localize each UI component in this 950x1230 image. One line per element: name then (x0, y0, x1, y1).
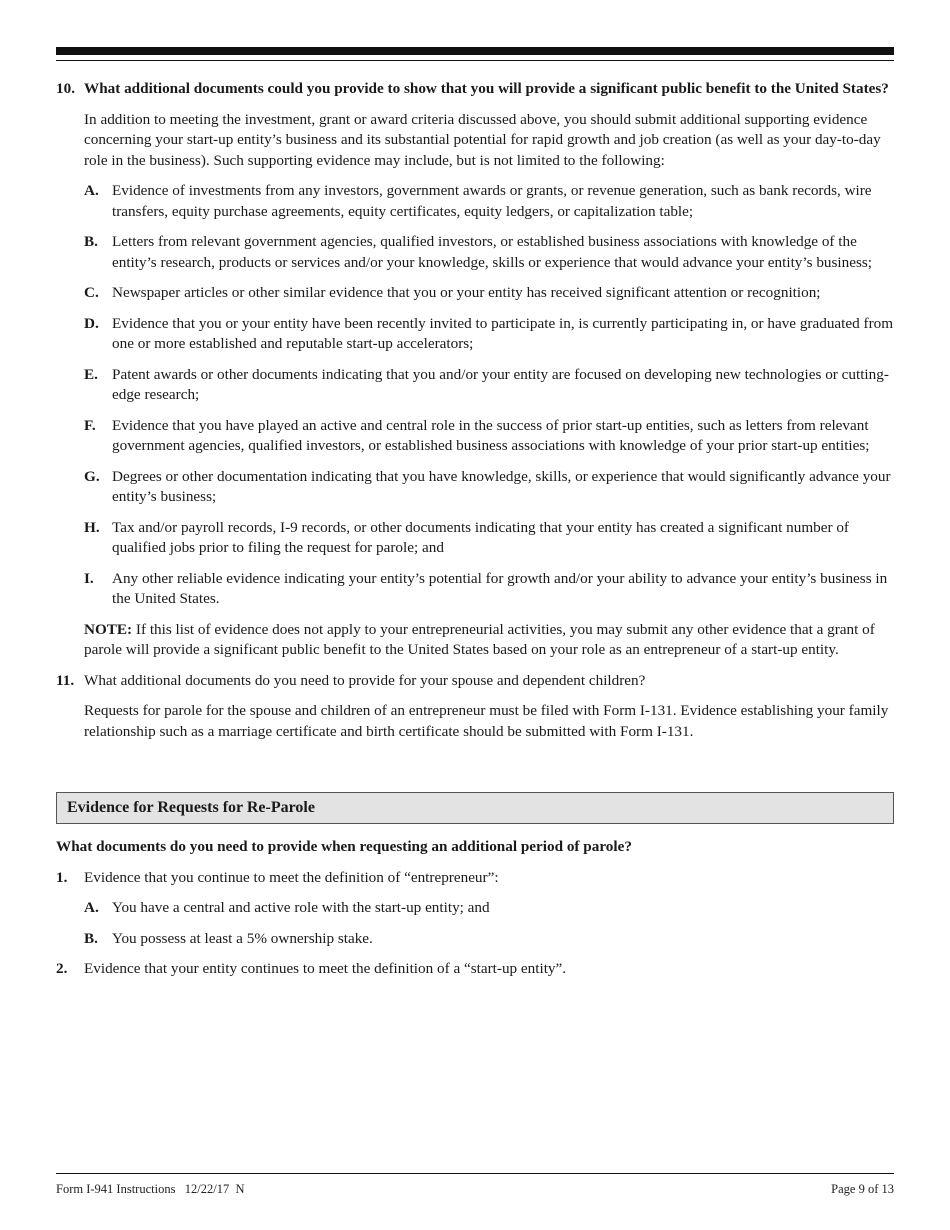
question-10-intro: In addition to meeting the investment, grant or award criteria discussed above, you should submit additional supporting evidence concerning your start-up entity’s business and its substantial potential for rapid growth and job creation (as well as your day-to-day role in the business). Such supporting evidence may include, but is not limited to the following: (84, 110, 881, 169)
footer-page-number: Page 9 of 13 (831, 1182, 894, 1196)
page-content (56, 79, 894, 980)
list-item-text: Any other reliable evidence indicating your entity’s potential for growth and/or your ability to advance your entity’s business in the United States. (112, 569, 888, 607)
re-parole-item-1-text: Evidence that you continue to meet the definition of “entrepreneur”: (84, 868, 499, 886)
list-item-text: Evidence that you or your entity have been recently invited to participate in, is currently participating in, or have graduated from one or more established and reputable start-up accelerators; (112, 314, 894, 352)
list-item-letter: E. (84, 365, 98, 383)
note-label: NOTE: (84, 620, 133, 638)
list-item-text: Patent awards or other documents indicating that you and/or your entity are focused on developing new technologies or cutting-edge research; (112, 365, 889, 403)
footer-rule (56, 1173, 894, 1174)
question-10-title: What additional documents could you provide to show that you will provide a significant public benefit to the United States? (84, 80, 889, 97)
list-item-text: Tax and/or payroll records, I-9 records, or other documents indicating that your entity has created a significant number of qualified jobs prior to filing the request for parole; and (112, 518, 849, 556)
list-item-letter: B. (84, 929, 98, 947)
list-item-letter: F. (84, 416, 96, 434)
list-item-text: Letters from relevant government agencies, qualified investors, or established business associations with knowledge of the entity’s research, products or services and/or your knowledge, skills or experience that would advance your entity’s business; (112, 233, 873, 271)
list-item (84, 232, 894, 273)
list-item-text: Evidence that you have played an active and central role in the success of prior start-up entities, such as letters from relevant government agencies, qualified investors, or established business associations with knowledge of your prior start-up entities; (112, 416, 870, 454)
question-11-body: Requests for parole for the spouse and children of an entrepreneur must be filed with Form I-131. Evidence establishing your family relationship such as a marriage certificate and birth certificate should be submitted with Form I-131. (84, 702, 889, 740)
list-item (84, 518, 894, 559)
list-item-letter: H. (84, 518, 100, 536)
re-parole-item-1-number: 1. (56, 868, 68, 886)
page-footer (56, 1182, 894, 1197)
section-title: Evidence for Requests for Re-Parole (67, 798, 315, 816)
list-item (84, 569, 894, 610)
note-text: If this list of evidence does not apply to your entrepreneurial activities, you may submit any other evidence that a grant of parole will provide a significant public benefit to the United States based on your role as an entrepreneur of a start-up entity. (84, 620, 875, 658)
list-item-letter: D. (84, 314, 99, 332)
list-item-text: Degrees or other documentation indicating that you have knowledge, skills, or experience that would significantly advance your entity’s business; (112, 467, 891, 505)
list-item (84, 898, 894, 919)
footer-form-id: Form I-941 Instructions 12/22/17 N (56, 1182, 245, 1196)
re-parole-item-1 (56, 868, 894, 889)
list-item-letter: G. (84, 467, 100, 485)
section-header-re-parole (56, 792, 894, 824)
list-item-letter: C. (84, 284, 99, 301)
list-item-text: You possess at least a 5% ownership stake. (112, 929, 373, 947)
section-question: What documents do you need to provide when requesting an additional period of parole? (56, 838, 632, 855)
list-item (84, 283, 894, 304)
list-item-letter: I. (84, 569, 94, 587)
re-parole-item-2-text: Evidence that your entity continues to meet the definition of a “start-up entity”. (84, 960, 567, 977)
question-11-title: What additional documents do you need to provide for your spouse and dependent children? (84, 671, 646, 689)
question-11-number: 11. (56, 671, 75, 689)
header-rule-thin (56, 60, 894, 61)
list-item (84, 929, 894, 950)
list-item (84, 467, 894, 508)
header-rule-thick (56, 47, 894, 55)
list-item-text: Evidence of investments from any investors, government awards or grants, or revenue generation, such as bank records, wire transfers, equity purchase agreements, equity certificates, equity ledgers, or capitalization table; (112, 182, 872, 220)
re-parole-item-2-number: 2. (56, 960, 68, 977)
question-10-note (56, 620, 894, 661)
list-item (84, 365, 894, 406)
list-item-letter: B. (84, 233, 98, 250)
list-item (84, 181, 894, 222)
question-10-evidence-list (56, 181, 894, 610)
list-item-letter: A. (84, 182, 99, 199)
list-item-letter: A. (84, 899, 99, 916)
list-item (84, 314, 894, 355)
list-item (84, 416, 894, 457)
question-10-number: 10. (56, 80, 75, 97)
question-11 (56, 671, 894, 692)
re-parole-item-2 (56, 959, 894, 980)
list-item-text: You have a central and active role with the start-up entity; and (112, 899, 490, 916)
question-10 (56, 79, 894, 100)
re-parole-subitems (56, 898, 894, 949)
list-item-text: Newspaper articles or other similar evidence that you or your entity has received significant attention or recognition; (112, 284, 821, 301)
